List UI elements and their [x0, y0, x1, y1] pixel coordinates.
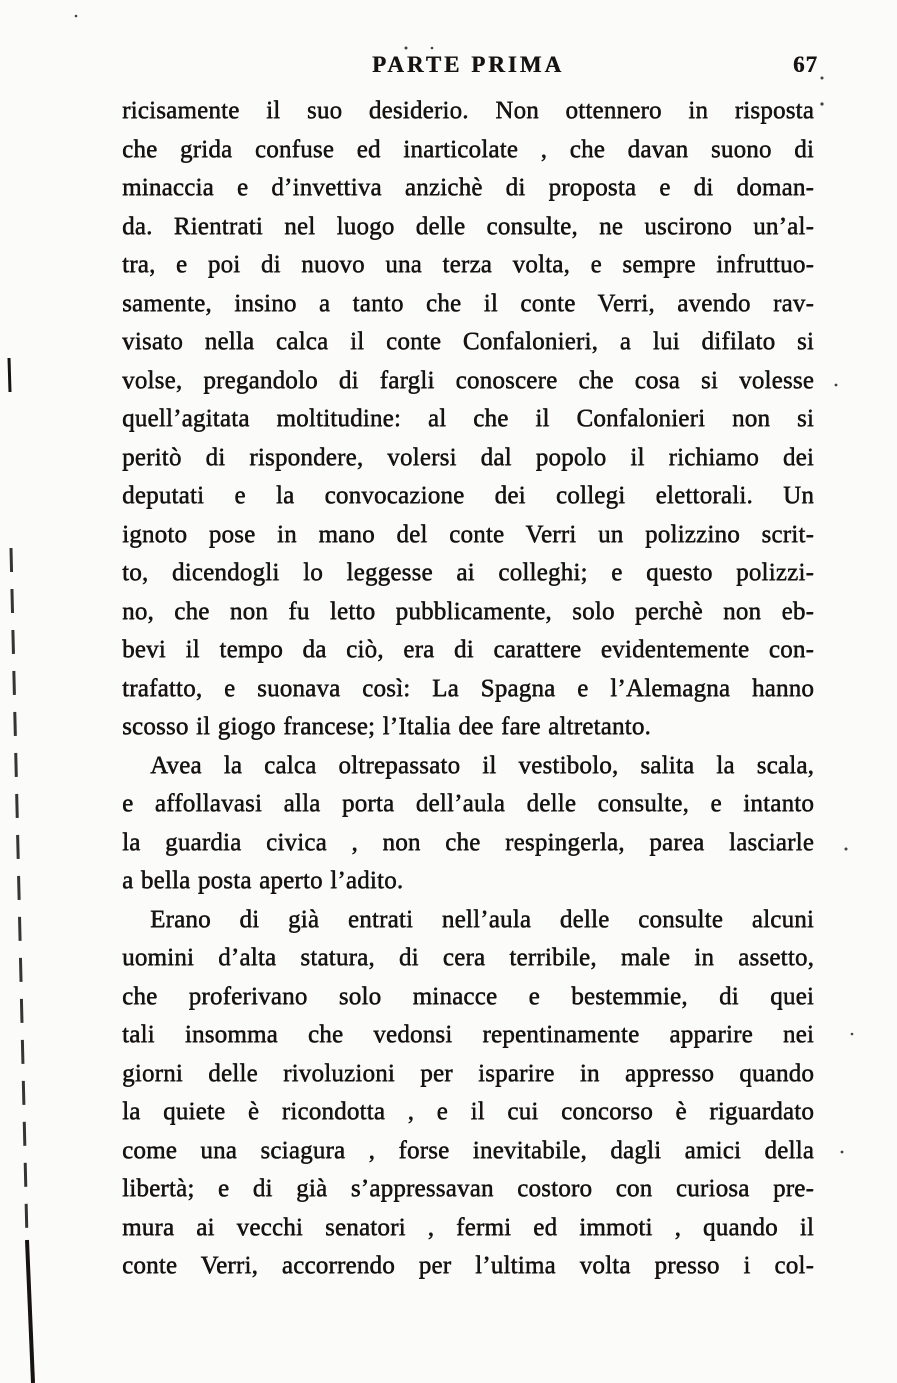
- text-line: to, dicendogli lo leggesse ai colleghi; e questo polizzi-: [122, 559, 814, 586]
- text-line: bevi il tempo da ciò, era di carattere evidentemente con-: [122, 636, 814, 663]
- text-line: mura ai vecchi senatori , fermi ed immoti , quando il: [122, 1213, 814, 1241]
- body-text-block: [122, 92, 814, 1286]
- text-line: ricisamente il suo desiderio. Non ottennero in risposta: [122, 97, 814, 124]
- text-line: ignoto pose in mano del conte Verri un polizzino scrit-: [122, 520, 814, 548]
- text-line: libertà; e di già s’appressavan costoro con curiosa pre-: [122, 1175, 814, 1202]
- text-line: la guardia civica , non che respingerla, parea lasciarle: [122, 828, 814, 856]
- scan-gutter-line-upper: [11, 548, 27, 1240]
- text-line: da. Rientrati nel luogo delle consulte, ne uscirono un’al-: [122, 212, 814, 240]
- text-line: no, che non fu letto pubblicamente, solo perchè non eb-: [122, 597, 814, 625]
- text-line: visato nella calca il conte Confalonieri, a lui difilato si: [122, 328, 814, 355]
- text-line: trafatto, e suonava così: La Spagna e l’Alemagna hanno: [122, 674, 814, 702]
- running-title: PARTE PRIMA: [371, 52, 565, 77]
- text-line: uomini d’alta statura, di cera terribile, male in assetto,: [122, 944, 814, 971]
- text-line: peritò di rispondere, volersi dal popolo il richiamo dei: [122, 443, 814, 471]
- text-line: a bella posta aperto l’adito.: [122, 867, 404, 894]
- text-line: tali insomma che vedonsi repentinamente apparire nei: [122, 1021, 814, 1048]
- text-line: la quiete è ricondotta , e il cui concorso è riguardato: [122, 1098, 814, 1125]
- text-line: volse, pregandolo di fargli conoscere che cosa si volesse: [122, 366, 814, 394]
- text-line: samente, insino a tanto che il conte Verri, avendo rav-: [122, 289, 814, 317]
- page-header: [122, 52, 818, 86]
- text-line: deputati e la convocazione dei collegi elettorali. Un: [122, 482, 814, 509]
- text-line: scosso il giogo francese; l’Italia dee fare altretanto.: [122, 713, 651, 740]
- text-line: quell’agitata moltitudine: al che il Confalonieri non si: [122, 405, 814, 432]
- text-line: che grida confuse ed inarticolate , che davan suono di: [122, 135, 814, 163]
- text-line: minaccia e d’invettiva anzichè di proposta e di doman-: [122, 174, 814, 201]
- text-line: giorni delle rivoluzioni per isparire in appresso quando: [122, 1059, 814, 1087]
- page-number: 67: [793, 52, 818, 77]
- text-line: Erano di già entrati nell’aula delle consulte alcuni: [150, 905, 814, 933]
- text-line: conte Verri, accorrendo per l’ultima volta presso i col-: [122, 1252, 814, 1279]
- text-line: come una sciagura , forse inevitabile, dagli amici della: [122, 1136, 814, 1164]
- text-line: Avea la calca oltrepassato il vestibolo, salita la scala,: [150, 751, 814, 779]
- scan-gutter-line-lower: [27, 1240, 33, 1383]
- scan-gutter-mark: [9, 358, 10, 392]
- text-line: e affollavasi alla porta dell’aula delle consulte, e intanto: [122, 790, 814, 817]
- text-line: che proferivano solo minacce e bestemmie, di quei: [122, 982, 814, 1010]
- text-line: tra, e poi di nuovo una terza volta, e sempre infruttuo-: [122, 251, 814, 278]
